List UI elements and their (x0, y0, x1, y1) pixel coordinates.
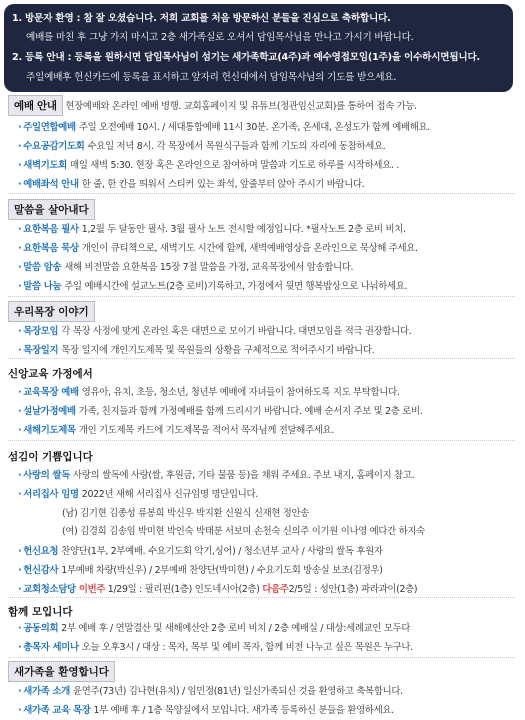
divider (8, 597, 515, 598)
item-text: 개인이 큐티책으로, 새벽기도 시간에 함께, 새벽예배영상을 온라인으로 묵상해 주세요. (81, 243, 418, 254)
list-item: · 설날가정예배 가족, 친지들과 함께 가정예배를 함께 드리시기 바랍니다. 예배 순서지 주보 및 2층 로비. (18, 406, 423, 417)
divider (8, 440, 515, 441)
welcome-banner (4, 4, 513, 92)
list-item: · 예배좌석 안내 한 줄, 한 칸을 띄워서 스티커 있는 좌석, 앞줄부터 앉아 주시기 바랍니다. (18, 179, 365, 190)
item-key: 목장모임 (23, 326, 59, 337)
list-item: · 말씀 나눔 주일 예배시간에 설교노트(2층 로비)기록하고, 가정에서 뒷면 행복밥상으로 나눠하세요. (18, 281, 408, 292)
item-text: 각 목장 사정에 맞게 온라인 혹은 대면으로 모이기 바랍니다. 대면모임을 적극 권장합니다. (61, 326, 412, 337)
item-key: 설날가정예배 (23, 406, 76, 417)
item-key: 새벽기도회 (23, 160, 68, 171)
item-key: 헌신감사 (23, 565, 59, 576)
list-item: · 총목자 세미나 오늘 오후3시 / 대상 : 목자, 목부 및 예비 목자, 함께 비전 나누고 싶은 목원은 누구나. (18, 642, 413, 653)
item-key: 수요공감기도회 (23, 141, 85, 152)
list-item: · 교육목장 예배 영유아, 유치, 초등, 청소년, 청년부 예배에 자녀들이 참여하도록 지도 부탁합니다. (18, 387, 400, 398)
elder-women-list: (여) 김경희 김송임 박미현 박인숙 박태분 서보미 손천숙 신의주 이기원 이나영 예다간 하지숙 (62, 526, 425, 537)
item-text: 1부예배 차량(박신우) / 2부예배 찬양단(박미현) / 수요기도회 방송실 보조(김정우) (61, 565, 383, 576)
list-item: · 새가족 소개 윤연주(73년) 김나현(유치) / 임민정(81년) 일신가족되신 것을 환영하고 축복합니다. (18, 686, 403, 697)
item-key: 교회청소담당 (23, 584, 76, 595)
section-header-together: 함께 모입니다 (8, 606, 73, 618)
section-header-word: 말씀을 살아내다 (8, 199, 95, 220)
item-text: 주일 오전예배 10시. / 세대통합예배 11시 30분. 온가족, 온세대, 온성도가 함께 예배해요. (78, 122, 430, 133)
item-key: 새가족 교육 목장 (23, 705, 91, 716)
item-text: 윤연주(73년) 김나현(유치) / 임민정(81년) 일신가족되신 것을 환영하고 축복합니다. (73, 686, 403, 697)
item-text: 매일 새벽 5:30. 현장 혹은 온라인으로 참여하며 말씀과 기도로 하루를 시작하세요. . (70, 160, 399, 171)
item-key: 주일연합예배 (23, 122, 76, 133)
list-item: · 말씀 암송 새해 비전말씀 요한복음 15장 7절 말씀을 가정, 교육목장에서 암송합니다. (18, 262, 354, 273)
divider (8, 657, 515, 658)
item-text: 2/5일 : 성안(1층) 파라과이(2층) (288, 584, 418, 595)
worship-intro: 현장예배와 온라인 예배 병행. 교회홈페이지 및 유튜브(정관임신교회)를 통하여 접속 가능. (65, 101, 417, 112)
divider (8, 358, 515, 359)
divider (8, 193, 515, 194)
item-key: 총목자 세미나 (23, 642, 79, 653)
item-key: 공동의회 (23, 623, 59, 634)
list-item: · 목장모임 각 목장 사정에 맞게 온라인 혹은 대면으로 모이기 바랍니다. 대면모임을 적극 권장합니다. (18, 326, 412, 337)
item-text: 한 줄, 한 칸을 띄워서 스티커 있는 좌석, 앞줄부터 앉아 주시기 바랍니다. (81, 179, 365, 190)
item-key: 서리집사 임명 (23, 489, 79, 500)
list-item: · 목장일지 목장 일지에 개인기도제목 및 목원들의 상황을 구체적으로 적어주시기 바랍니다. (18, 345, 375, 356)
this-week-label: 이번주 (78, 584, 106, 595)
item-text: 주일 예배시간에 설교노트(2층 로비)기록하고, 가정에서 뒷면 행복밥상으로 나눠하세요. (64, 281, 408, 292)
worship-intro-row (8, 95, 417, 116)
item-key: 말씀 나눔 (23, 281, 62, 292)
item-key: 예배좌석 안내 (23, 179, 79, 190)
item-key: 요한복음 필사 (23, 224, 79, 235)
list-item: · 새해기도제목 개인 기도제목 카드에 기도제목을 적어서 목자님께 전달해주세요. (18, 425, 334, 436)
item-text: 목장 일지에 개인기도제목 및 목원들의 상황을 구체적으로 적어주시기 바랍니다. (61, 345, 375, 356)
item-text: 개인 기도제목 카드에 기도제목을 적어서 목자님께 전달해주세요. (78, 425, 334, 436)
item-text: 1,2월 두 달동안 필사. 3월 필사 노트 전시할 예정입니다. *필사노트 2층 로비 비치. (81, 224, 406, 235)
list-item: · 헌신요청 찬양단(1부, 2부예배. 수요기도회 악기,싱어) / 청소년부 교사 / 사랑의 쌀독 후원자 (18, 546, 383, 557)
item-text: 2부 예배 후 / 연말결산 및 새해예산안 2층 로비 비치 / 2층 예배실 / 대상:세례교인 모두다 (61, 623, 411, 634)
next-week-label: 다음주 (262, 584, 289, 595)
item-text: 가족, 친지들과 함께 가정예배를 함께 드리시기 바랍니다. 예배 순서지 주보 및 2층 로비. (78, 406, 423, 417)
item-text: 수요일 저녁 8시. 각 목장에서 목원식구들과 함께 기도의 자리에 동참하세요. (87, 141, 386, 152)
list-item: · 공동의회 2부 예배 후 / 연말결산 및 새해예산안 2층 로비 비치 / 2층 예배실 / 대상:세례교인 모두다 (18, 623, 411, 634)
item-key: 요한복음 묵상 (23, 243, 79, 254)
item-key: 헌신요청 (23, 546, 59, 557)
item-text: 오늘 오후3시 / 대상 : 목자, 목부 및 예비 목자, 함께 비전 나누고 싶은 목원은 누구나. (81, 642, 413, 653)
item-text: 새해 비전말씀 요한복음 15장 7절 말씀을 가정, 교육목장에서 암송합니다. (64, 262, 354, 273)
item-key: 교육목장 예배 (23, 387, 79, 398)
elder-men-list: (남) 김기현 김종성 류봉희 박신우 박지환 신원식 신재현 정안송 (62, 508, 310, 519)
list-item: · 요한복음 묵상 개인이 큐티책으로, 새벽기도 시간에 함께, 새벽예배영상을 온라인으로 묵상해 주세요. (18, 243, 418, 254)
section-header-faith: 신앙교육 가정에서 (8, 368, 93, 380)
item-text: 사랑의 쌀독에 사랑(쌀, 후원금, 기타 물품 등)을 채워 주세요. 주보 내지, 홈페이지 참고. (73, 470, 415, 481)
section-header-mokjang: 우리목장 이야기 (8, 301, 95, 322)
section-header-joy: 섬김이 기쁨입니다 (8, 451, 93, 463)
item-text: 1부 예배 후 / 1층 목양실에서 모입니다. 새가족 등록하신 분들을 환영하세요. (93, 705, 394, 716)
item-text: 찬양단(1부, 2부예배. 수요기도회 악기,싱어) / 청소년부 교사 / 사랑의 쌀독 후원자 (61, 546, 383, 557)
item-text: 2022년 새해 서리집사 신규임명 명단입니다. (81, 489, 258, 500)
list-item: · 새벽기도회 매일 새벽 5:30. 현장 혹은 온라인으로 참여하며 말씀과 기도로 하루를 시작하세요. . (18, 160, 399, 171)
list-item: · 서리집사 임명 2022년 새해 서리집사 신규임명 명단입니다. (18, 489, 258, 500)
welcome-line: 2. 등록 안내 : 등록을 원하시면 담임목사님이 섬기는 새가족학교(4주)과 예수영접모임(1주)을 이수하시면됩니다. (12, 52, 480, 63)
list-item: · 새가족 교육 목장 1부 예배 후 / 1층 목양실에서 모입니다. 새가족 등록하신 분들을 환영하세요. (18, 705, 394, 716)
item-key: 새가족 소개 (23, 686, 71, 697)
divider (8, 296, 515, 297)
section-header-worship: 예배 안내 (8, 95, 63, 116)
item-text: 1/29일 : 필리핀(1층) 인도네시아(2층) (107, 584, 260, 595)
list-item: · 주일연합예배 주일 오전예배 10시. / 세대통합예배 11시 30분. 온가족, 온세대, 온성도가 함께 예배해요. (18, 122, 430, 133)
item-text: 영유아, 유치, 초등, 청소년, 청년부 예배에 자녀들이 참여하도록 지도 부탁합니다. (81, 387, 400, 398)
welcome-line: 주일예배후 헌신카드에 등록을 표시하고 앞자리 헌신대에서 담임목사님의 기도를 받으세요. (26, 72, 397, 83)
list-item: · 요한복음 필사 1,2월 두 달동안 필사. 3월 필사 노트 전시할 예정입니다. *필사노트 2층 로비 비치. (18, 224, 406, 235)
welcome-line: 1. 방문자 환영 : 참 잘 오셨습니다. 저희 교회를 처음 방문하신 분들을 진심으로 축하합니다. (12, 13, 391, 24)
list-item: · 교회청소담당 이번주 1/29일 : 필리핀(1층) 인도네시아(2층) 다음주2/5일 : 성안(1층) 파라과이(2층) (18, 584, 418, 595)
list-item: · 헌신감사 1부예배 차량(박신우) / 2부예배 찬양단(박미현) / 수요기도회 방송실 보조(김정우) (18, 565, 383, 576)
list-item: · 사랑의 쌀독 사랑의 쌀독에 사랑(쌀, 후원금, 기타 물품 등)을 채워 주세요. 주보 내지, 홈페이지 참고. (18, 470, 415, 481)
list-item: · 수요공감기도회 수요일 저녁 8시. 각 목장에서 목원식구들과 함께 기도의 자리에 동참하세요. (18, 141, 386, 152)
item-key: 새해기도제목 (23, 425, 76, 436)
section-header-newfamily: 새가족을 환영합니다 (8, 661, 115, 682)
item-key: 사랑의 쌀독 (23, 470, 71, 481)
welcome-line: 예배를 마친 후 그냥 가지 마시고 2층 새가족실로 오셔서 담임목사님을 만나고 가시기 바랍니다. (26, 32, 414, 43)
item-key: 목장일지 (23, 345, 59, 356)
item-key: 말씀 암송 (23, 262, 62, 273)
